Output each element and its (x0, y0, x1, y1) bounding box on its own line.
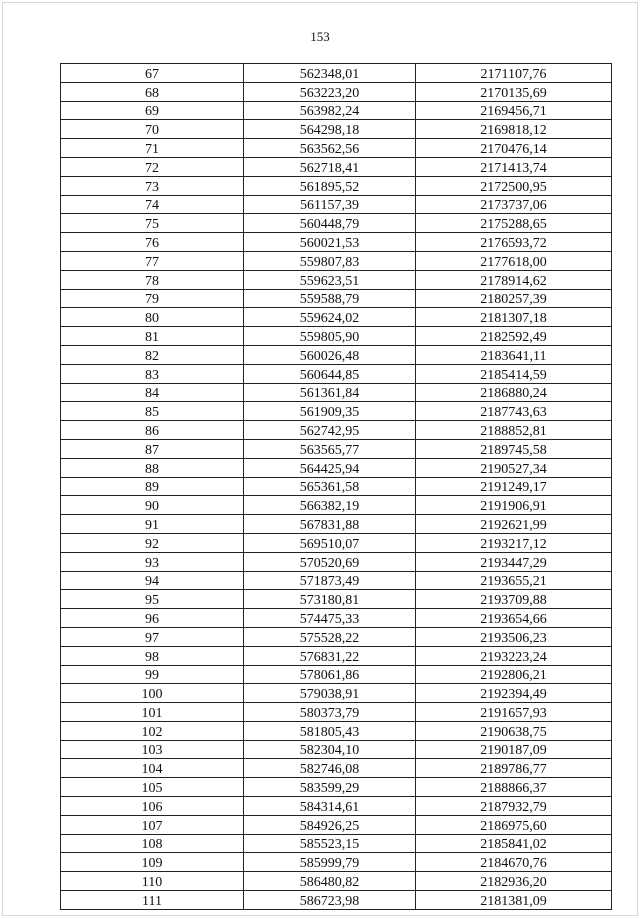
table-row (61, 176, 612, 195)
y-coordinate-cell: 2185414,59 (416, 364, 612, 383)
x-coordinate-cell: 580373,79 (244, 703, 416, 722)
y-coordinate-cell: 2181381,09 (416, 891, 612, 910)
y-coordinate-cell: 2170135,69 (416, 82, 612, 101)
table-row (61, 609, 612, 628)
point-number-cell: 87 (61, 439, 244, 458)
x-coordinate-cell: 585999,79 (244, 853, 416, 872)
point-number-cell: 86 (61, 421, 244, 440)
table-row (61, 834, 612, 853)
point-number-cell: 94 (61, 571, 244, 590)
point-number-cell: 109 (61, 853, 244, 872)
y-coordinate-cell: 2193709,88 (416, 590, 612, 609)
point-number-cell: 102 (61, 721, 244, 740)
x-coordinate-cell: 584926,25 (244, 815, 416, 834)
y-coordinate-cell: 2169456,71 (416, 101, 612, 120)
point-number-cell: 90 (61, 496, 244, 515)
table-row (61, 345, 612, 364)
table-row (61, 496, 612, 515)
x-coordinate-cell: 583599,29 (244, 778, 416, 797)
table-row (61, 327, 612, 346)
table-row (61, 778, 612, 797)
point-number-cell: 81 (61, 327, 244, 346)
y-coordinate-cell: 2177618,00 (416, 251, 612, 270)
y-coordinate-cell: 2187743,63 (416, 402, 612, 421)
y-coordinate-cell: 2172500,95 (416, 176, 612, 195)
y-coordinate-cell: 2180257,39 (416, 289, 612, 308)
x-coordinate-cell: 564425,94 (244, 458, 416, 477)
x-coordinate-cell: 578061,86 (244, 665, 416, 684)
y-coordinate-cell: 2192394,49 (416, 684, 612, 703)
point-number-cell: 84 (61, 383, 244, 402)
table-row (61, 872, 612, 891)
y-coordinate-cell: 2181307,18 (416, 308, 612, 327)
x-coordinate-cell: 576831,22 (244, 646, 416, 665)
x-coordinate-cell: 562348,01 (244, 64, 416, 83)
point-number-cell: 77 (61, 251, 244, 270)
y-coordinate-cell: 2169818,12 (416, 120, 612, 139)
point-number-cell: 98 (61, 646, 244, 665)
point-number-cell: 105 (61, 778, 244, 797)
table-row (61, 421, 612, 440)
y-coordinate-cell: 2193506,23 (416, 627, 612, 646)
point-number-cell: 85 (61, 402, 244, 421)
point-number-cell: 97 (61, 627, 244, 646)
y-coordinate-cell: 2185841,02 (416, 834, 612, 853)
table-row (61, 571, 612, 590)
y-coordinate-cell: 2192621,99 (416, 515, 612, 534)
table-row (61, 439, 612, 458)
table-row (61, 552, 612, 571)
x-coordinate-cell: 563982,24 (244, 101, 416, 120)
y-coordinate-cell: 2182592,49 (416, 327, 612, 346)
table-row (61, 759, 612, 778)
table-row (61, 703, 612, 722)
x-coordinate-cell: 574475,33 (244, 609, 416, 628)
x-coordinate-cell: 584314,61 (244, 797, 416, 816)
x-coordinate-cell: 573180,81 (244, 590, 416, 609)
table-row (61, 815, 612, 834)
point-number-cell: 103 (61, 740, 244, 759)
point-number-cell: 79 (61, 289, 244, 308)
y-coordinate-cell: 2186975,60 (416, 815, 612, 834)
y-coordinate-cell: 2175288,65 (416, 214, 612, 233)
point-number-cell: 80 (61, 308, 244, 327)
table-body (61, 64, 612, 910)
point-number-cell: 83 (61, 364, 244, 383)
table-row (61, 684, 612, 703)
table-row (61, 233, 612, 252)
x-coordinate-cell: 586723,98 (244, 891, 416, 910)
x-coordinate-cell: 562718,41 (244, 157, 416, 176)
point-number-cell: 91 (61, 515, 244, 534)
table-row (61, 458, 612, 477)
y-coordinate-cell: 2178914,62 (416, 270, 612, 289)
y-coordinate-cell: 2171413,74 (416, 157, 612, 176)
point-number-cell: 69 (61, 101, 244, 120)
point-number-cell: 92 (61, 533, 244, 552)
y-coordinate-cell: 2188852,81 (416, 421, 612, 440)
point-number-cell: 99 (61, 665, 244, 684)
point-number-cell: 93 (61, 552, 244, 571)
x-coordinate-cell: 560644,85 (244, 364, 416, 383)
y-coordinate-cell: 2183641,11 (416, 345, 612, 364)
y-coordinate-cell: 2191906,91 (416, 496, 612, 515)
point-number-cell: 82 (61, 345, 244, 364)
x-coordinate-cell: 559624,02 (244, 308, 416, 327)
y-coordinate-cell: 2193654,66 (416, 609, 612, 628)
table-row (61, 740, 612, 759)
table-row (61, 515, 612, 534)
table-row (61, 590, 612, 609)
x-coordinate-cell: 579038,91 (244, 684, 416, 703)
table-row (61, 383, 612, 402)
table-row (61, 797, 612, 816)
point-number-cell: 95 (61, 590, 244, 609)
x-coordinate-cell: 582746,08 (244, 759, 416, 778)
table-row (61, 82, 612, 101)
x-coordinate-cell: 561909,35 (244, 402, 416, 421)
table-row (61, 64, 612, 83)
point-number-cell: 70 (61, 120, 244, 139)
table-row (61, 627, 612, 646)
x-coordinate-cell: 586480,82 (244, 872, 416, 891)
table-row (61, 364, 612, 383)
point-number-cell: 107 (61, 815, 244, 834)
x-coordinate-cell: 571873,49 (244, 571, 416, 590)
x-coordinate-cell: 566382,19 (244, 496, 416, 515)
y-coordinate-cell: 2189786,77 (416, 759, 612, 778)
y-coordinate-cell: 2192806,21 (416, 665, 612, 684)
y-coordinate-cell: 2171107,76 (416, 64, 612, 83)
point-number-cell: 101 (61, 703, 244, 722)
coordinates-table (60, 63, 612, 910)
table-row (61, 270, 612, 289)
table-row (61, 891, 612, 910)
page-number: 153 (310, 29, 330, 44)
point-number-cell: 68 (61, 82, 244, 101)
y-coordinate-cell: 2191249,17 (416, 477, 612, 496)
x-coordinate-cell: 560026,48 (244, 345, 416, 364)
point-number-cell: 72 (61, 157, 244, 176)
y-coordinate-cell: 2170476,14 (416, 139, 612, 158)
y-coordinate-cell: 2193655,21 (416, 571, 612, 590)
x-coordinate-cell: 570520,69 (244, 552, 416, 571)
table-row (61, 195, 612, 214)
y-coordinate-cell: 2187932,79 (416, 797, 612, 816)
table-row (61, 101, 612, 120)
point-number-cell: 100 (61, 684, 244, 703)
table-row (61, 646, 612, 665)
x-coordinate-cell: 561157,39 (244, 195, 416, 214)
x-coordinate-cell: 559807,83 (244, 251, 416, 270)
point-number-cell: 96 (61, 609, 244, 628)
x-coordinate-cell: 581805,43 (244, 721, 416, 740)
table-row (61, 289, 612, 308)
x-coordinate-cell: 564298,18 (244, 120, 416, 139)
y-coordinate-cell: 2190638,75 (416, 721, 612, 740)
point-number-cell: 78 (61, 270, 244, 289)
table-row (61, 251, 612, 270)
y-coordinate-cell: 2173737,06 (416, 195, 612, 214)
y-coordinate-cell: 2182936,20 (416, 872, 612, 891)
x-coordinate-cell: 585523,15 (244, 834, 416, 853)
y-coordinate-cell: 2188866,37 (416, 778, 612, 797)
x-coordinate-cell: 563223,20 (244, 82, 416, 101)
y-coordinate-cell: 2193223,24 (416, 646, 612, 665)
x-coordinate-cell: 560448,79 (244, 214, 416, 233)
x-coordinate-cell: 569510,07 (244, 533, 416, 552)
x-coordinate-cell: 559805,90 (244, 327, 416, 346)
table-row (61, 533, 612, 552)
point-number-cell: 108 (61, 834, 244, 853)
point-number-cell: 110 (61, 872, 244, 891)
x-coordinate-cell: 560021,53 (244, 233, 416, 252)
y-coordinate-cell: 2186880,24 (416, 383, 612, 402)
x-coordinate-cell: 575528,22 (244, 627, 416, 646)
table-row (61, 853, 612, 872)
y-coordinate-cell: 2193447,29 (416, 552, 612, 571)
x-coordinate-cell: 561361,84 (244, 383, 416, 402)
point-number-cell: 106 (61, 797, 244, 816)
table-row (61, 402, 612, 421)
y-coordinate-cell: 2190527,34 (416, 458, 612, 477)
point-number-cell: 89 (61, 477, 244, 496)
point-number-cell: 76 (61, 233, 244, 252)
point-number-cell: 67 (61, 64, 244, 83)
x-coordinate-cell: 563565,77 (244, 439, 416, 458)
point-number-cell: 74 (61, 195, 244, 214)
table-row (61, 721, 612, 740)
x-coordinate-cell: 582304,10 (244, 740, 416, 759)
point-number-cell: 71 (61, 139, 244, 158)
y-coordinate-cell: 2189745,58 (416, 439, 612, 458)
y-coordinate-cell: 2190187,09 (416, 740, 612, 759)
point-number-cell: 75 (61, 214, 244, 233)
y-coordinate-cell: 2193217,12 (416, 533, 612, 552)
table-row (61, 139, 612, 158)
x-coordinate-cell: 567831,88 (244, 515, 416, 534)
table-row (61, 308, 612, 327)
x-coordinate-cell: 565361,58 (244, 477, 416, 496)
x-coordinate-cell: 559588,79 (244, 289, 416, 308)
table-row (61, 120, 612, 139)
table-row (61, 477, 612, 496)
table-row (61, 214, 612, 233)
y-coordinate-cell: 2176593,72 (416, 233, 612, 252)
x-coordinate-cell: 563562,56 (244, 139, 416, 158)
y-coordinate-cell: 2191657,93 (416, 703, 612, 722)
table-row (61, 157, 612, 176)
y-coordinate-cell: 2184670,76 (416, 853, 612, 872)
point-number-cell: 104 (61, 759, 244, 778)
point-number-cell: 88 (61, 458, 244, 477)
table-row (61, 665, 612, 684)
point-number-cell: 73 (61, 176, 244, 195)
x-coordinate-cell: 561895,52 (244, 176, 416, 195)
x-coordinate-cell: 559623,51 (244, 270, 416, 289)
x-coordinate-cell: 562742,95 (244, 421, 416, 440)
point-number-cell: 111 (61, 891, 244, 910)
